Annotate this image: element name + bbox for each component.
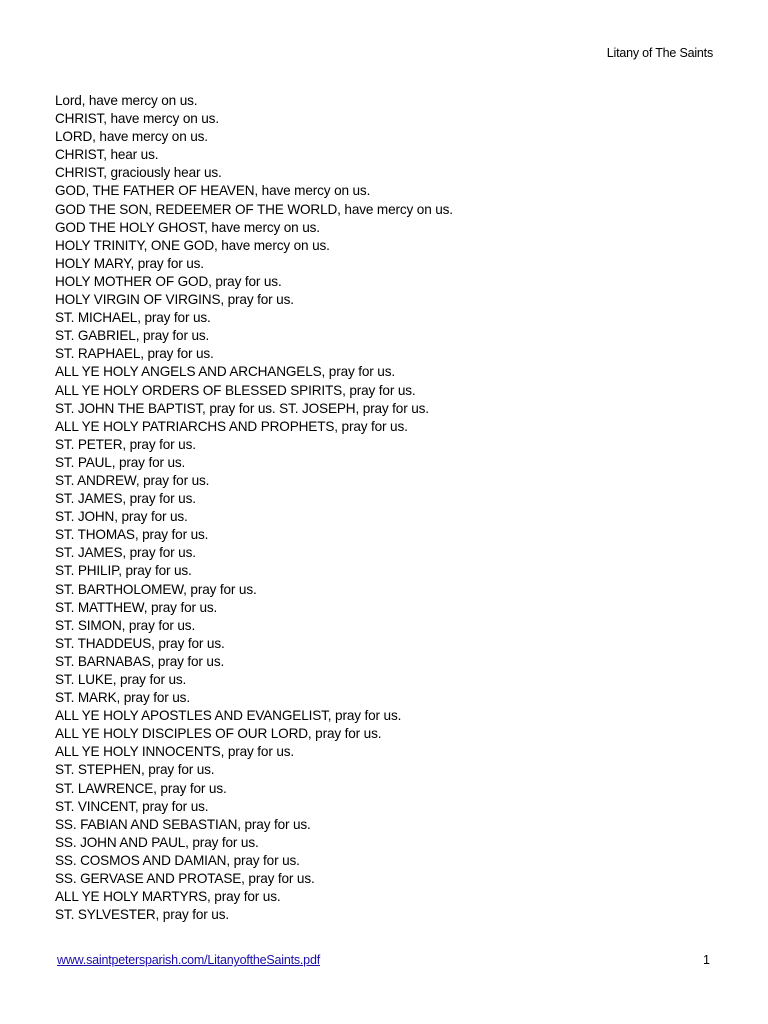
litany-line: ST. BARTHOLOMEW, pray for us. — [55, 581, 257, 597]
litany-line: ST. JAMES, pray for us. — [55, 491, 196, 507]
litany-line: ST. JOHN, pray for us. — [55, 509, 188, 525]
litany-line: ST. PHILIP, pray for us. — [55, 563, 192, 579]
litany-line: ST. BARNABAS, pray for us. — [55, 653, 225, 669]
litany-line: HOLY VIRGIN OF VIRGINS, pray for us. — [55, 292, 294, 308]
litany-text — [55, 92, 715, 924]
litany-line: GOD THE HOLY GHOST, have mercy on us. — [55, 219, 320, 235]
litany-line: ALL YE HOLY PATRIARCHS AND PROPHETS, pray for us. — [55, 418, 408, 434]
litany-line: ALL YE HOLY ANGELS AND ARCHANGELS, pray for us. — [55, 364, 395, 380]
litany-line: ST. SIMON, pray for us. — [55, 617, 196, 633]
litany-line: ST. LUKE, pray for us. — [55, 672, 187, 687]
litany-line: ST. MICHAEL, pray for us. — [55, 310, 211, 326]
litany-line: HOLY MARY, pray for us. — [55, 255, 204, 271]
litany-line: ST. JOHN THE BAPTIST, pray for us. ST. JOSEPH, pray for us. — [55, 400, 429, 416]
litany-line: ST. VINCENT, pray for us. — [55, 798, 209, 814]
litany-line: ST. MATTHEW, pray for us. — [55, 599, 218, 615]
litany-line: CHRIST, graciously hear us. — [55, 165, 222, 181]
litany-line: ST. LAWRENCE, pray for us. — [55, 780, 227, 796]
litany-line: ALL YE HOLY DISCIPLES OF OUR LORD, pray for us. — [55, 726, 382, 742]
litany-line: ST. SYLVESTER, pray for us. — [55, 907, 229, 923]
litany-line: GOD THE SON, REDEEMER OF THE WORLD, have mercy on us. — [55, 201, 453, 217]
litany-line: GOD, THE FATHER OF HEAVEN, have mercy on us. — [55, 183, 371, 199]
litany-line: HOLY MOTHER OF GOD, pray for us. — [55, 273, 282, 289]
litany-line: HOLY TRINITY, ONE GOD, have mercy on us. — [55, 237, 330, 253]
litany-line: ST. RAPHAEL, pray for us. — [55, 346, 214, 362]
litany-line: ST. THOMAS, pray for us. — [55, 527, 209, 543]
litany-line: CHRIST, hear us. — [55, 147, 159, 163]
litany-line: SS. COSMOS AND DAMIAN, pray for us. — [55, 852, 300, 868]
litany-line: ALL YE HOLY APOSTLES AND EVANGELIST, pray for us. — [55, 708, 402, 724]
footer-link[interactable]: www.saintpetersparish.com/LitanyoftheSaints.pdf — [57, 953, 320, 967]
litany-line: Lord, have mercy on us. — [55, 93, 198, 108]
page-number: 1 — [703, 953, 710, 967]
litany-line: LORD, have mercy on us. — [55, 129, 208, 145]
litany-line: ST. ANDREW, pray for us. — [55, 472, 210, 488]
litany-line: SS. FABIAN AND SEBASTIAN, pray for us. — [55, 816, 311, 832]
litany-line: ALL YE HOLY MARTYRS, pray for us. — [55, 889, 281, 905]
litany-line: ALL YE HOLY ORDERS OF BLESSED SPIRITS, pray for us. — [55, 382, 416, 398]
litany-line: ST. PETER, pray for us. — [55, 436, 196, 452]
litany-line: ST. PAUL, pray for us. — [55, 454, 186, 470]
litany-line: ALL YE HOLY INNOCENTS, pray for us. — [55, 744, 295, 760]
litany-line: ST. GABRIEL, pray for us. — [55, 328, 210, 344]
litany-line: ST. MARK, pray for us. — [55, 690, 190, 706]
litany-line: SS. GERVASE AND PROTASE, pray for us. — [55, 871, 315, 887]
litany-line: ST. JAMES, pray for us. — [55, 545, 196, 561]
litany-line: SS. JOHN AND PAUL, pray for us. — [55, 834, 259, 850]
litany-line: CHRIST, have mercy on us. — [55, 111, 219, 127]
litany-line: ST. STEPHEN, pray for us. — [55, 762, 215, 778]
litany-line: ST. THADDEUS, pray for us. — [55, 635, 225, 651]
header-title: Litany of The Saints — [606, 46, 713, 60]
